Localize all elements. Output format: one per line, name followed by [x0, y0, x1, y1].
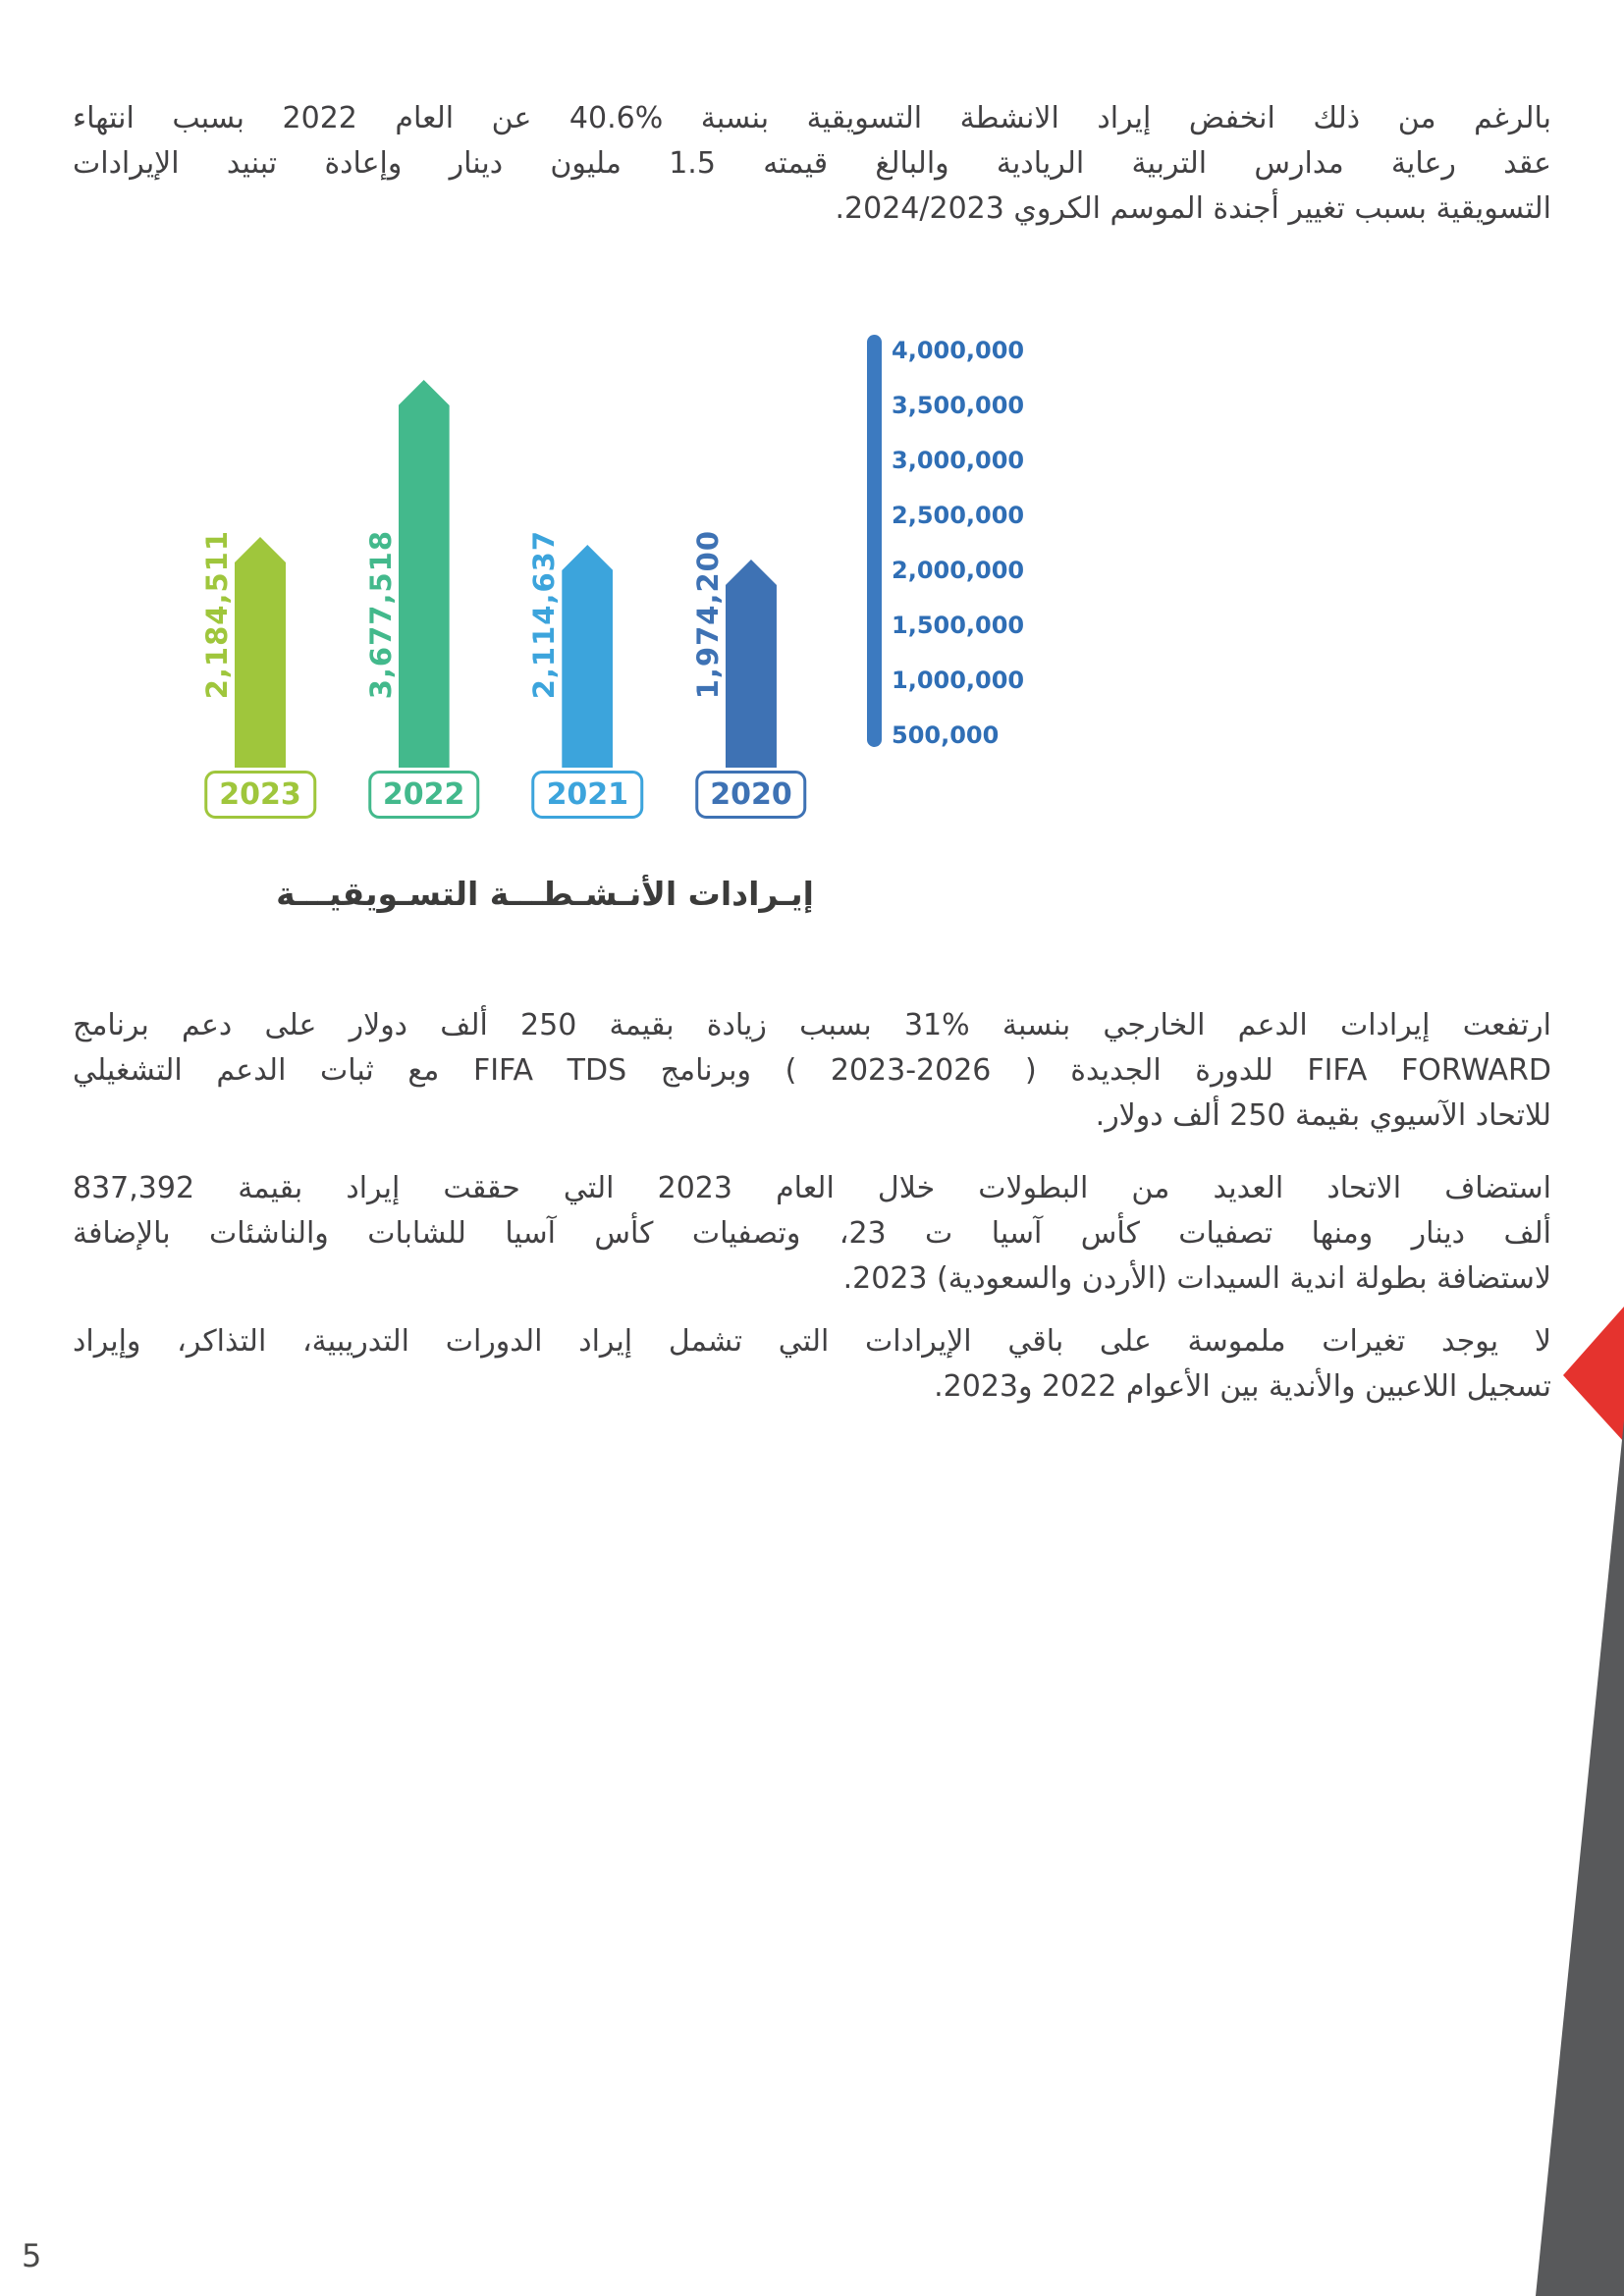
bar-value-label: 1,974,200 — [690, 529, 725, 699]
year-label-2020: 2020 — [695, 771, 807, 819]
y-axis-ticks — [892, 339, 1024, 747]
y-axis — [867, 335, 882, 747]
paragraph-line: عقد رعاية مدارس التربية الريادية والبالغ قيمته 1.5 مليون دينار وإعادة تبنيد الإيرادات — [73, 146, 1551, 181]
paragraph-line: استضاف الاتحاد العديد من البطولات خلال العام 2023 التي حققت إيراد بقيمة 837,392 — [73, 1171, 1551, 1205]
bar-value-label: 3,677,518 — [363, 529, 398, 699]
bar-2021 — [562, 545, 613, 768]
bars — [187, 329, 825, 812]
bar-group-2021 — [514, 329, 661, 812]
y-axis-tick: 2,000,000 — [892, 557, 1025, 584]
paragraph-line: ألف دينار ومنها تصفيات كأس آسيا ت 23، وتصفيات كأس آسيا للشابات والناشئات بالإضافة — [73, 1216, 1551, 1251]
bar-group-2022 — [351, 329, 498, 812]
paragraph-line: FIFA FORWARD للدورة الجديدة ( 2026-2023 ) وبرنامج FIFA TDS مع ثبات الدعم التشغيلي — [73, 1053, 1551, 1088]
paragraph-line: ارتفعت إيرادات الدعم الخارجي بنسبة %31 بسبب زيادة بقيمة 250 ألف دولار على دعم برنامج — [73, 1008, 1552, 1042]
paragraph-line: التسويقية بسبب تغيير أجندة الموسم الكروي 2024/2023. — [835, 191, 1551, 226]
paragraph-line: بالرغم من ذلك انخفض إيراد الانشطة التسويقية بنسبة %40.6 عن العام 2022 بسبب انتهاء — [73, 101, 1551, 135]
paragraph-other-revenues — [73, 1319, 1551, 1410]
y-axis-tick: 1,500,000 — [892, 612, 1025, 639]
bar-2020 — [726, 560, 777, 768]
corner-red-shape — [1563, 1307, 1624, 1442]
bar-value-label: 2,184,511 — [200, 529, 234, 699]
corner-flag-decoration — [1526, 1305, 1624, 2296]
y-axis-tick: 1,000,000 — [892, 667, 1025, 694]
y-axis-tick: 4,000,000 — [892, 337, 1025, 364]
year-label-2023: 2023 — [204, 771, 316, 819]
year-label-2022: 2022 — [368, 771, 480, 819]
page-number: 5 — [22, 2237, 42, 2274]
paragraph-external-support — [73, 1003, 1551, 1139]
bar-2023 — [235, 537, 286, 768]
paragraph-tournaments — [73, 1166, 1551, 1302]
chart-title: إيـرادات الأنـشـطـــة التسـويقيـــة — [276, 875, 814, 913]
y-axis-tick: 500,000 — [892, 721, 1000, 749]
year-label-2021: 2021 — [532, 771, 644, 819]
y-axis-tick: 3,500,000 — [892, 392, 1025, 419]
paragraph-line: تسجيل اللاعبين والأندية بين الأعوام 2022 و2023. — [934, 1369, 1551, 1404]
bar-group-2020 — [677, 329, 825, 812]
marketing-revenue-chart — [0, 329, 1624, 957]
bar-value-label: 2,114,637 — [527, 529, 562, 699]
bar-group-2023 — [187, 329, 334, 812]
paragraph-line: للاتحاد الآسيوي بقيمة 250 ألف دولار. — [1095, 1098, 1551, 1133]
paragraph-line: لا يوجد تغيرات ملموسة على باقي الإيرادات التي تشمل إيراد الدورات التدريبية، التذاكر، وإيراد — [73, 1324, 1551, 1359]
corner-dark-shape — [1536, 1420, 1624, 2296]
y-axis-tick: 3,000,000 — [892, 447, 1025, 474]
paragraph-line: لاستضافة بطولة اندية السيدات (الأردن والسعودية) 2023. — [842, 1261, 1551, 1296]
bar-2022 — [399, 380, 450, 768]
y-axis-tick: 2,500,000 — [892, 502, 1025, 529]
paragraph-marketing-revenue-decline — [73, 96, 1551, 232]
